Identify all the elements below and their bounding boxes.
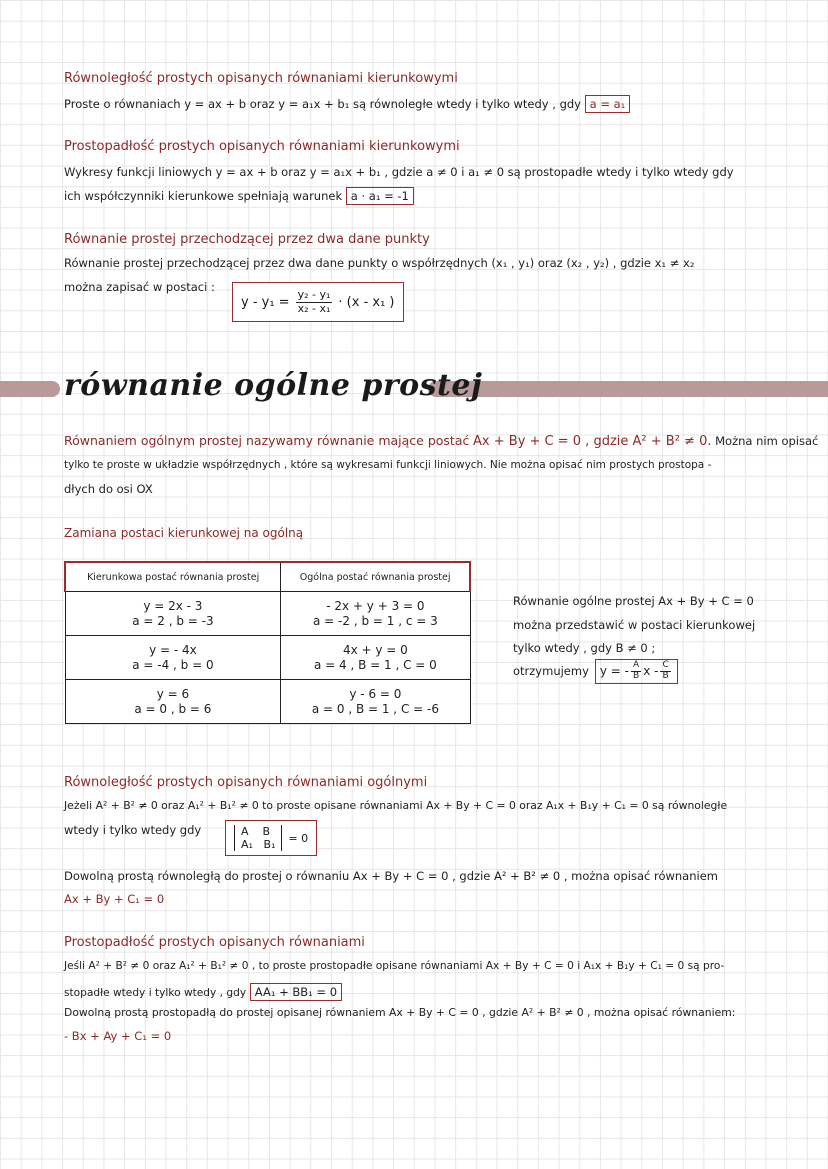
section-title-perpendicular-general: Prostopadłość prostych opisanych równaniami xyxy=(64,935,365,950)
slope-form-cell xyxy=(65,636,281,680)
conversion-note-line2: można przedstawić w postaci kierunkowej xyxy=(513,618,756,632)
result-fraction-a-den: B xyxy=(633,670,640,681)
general-form-equation: 4x + y = 0 xyxy=(342,642,408,657)
header-general-form: Ogólna postać równania prostej xyxy=(281,562,470,592)
parallel-general-line3: Dowolną prostą równoległą do prostej o równaniu Ax + By + C = 0 , gdzie A² + B² ≠ 0 , można opisać równaniem xyxy=(64,869,718,883)
det-equals: = 0 xyxy=(288,831,309,845)
two-points-numerator: y₂ - y₁ xyxy=(297,288,331,302)
slope-form-equation: y = - 4x xyxy=(149,642,197,657)
two-points-lhs: y - y₁ = xyxy=(241,294,290,310)
perpendicular-general-result: - Bx + Ay + C₁ = 0 xyxy=(64,1029,172,1043)
general-form-cell xyxy=(281,636,470,680)
slope-form-equation: y = 2x - 3 xyxy=(143,598,203,613)
banner-bar-left xyxy=(0,381,60,397)
banner-bar-right xyxy=(428,381,828,397)
perpendicular-general-condition-box: AA₁ + BB₁ = 0 xyxy=(250,983,342,1001)
conversion-note-result-label: otrzymujemy xyxy=(513,664,589,679)
section-title-perpendicular-slope: Prostopadłość prostych opisanych równaniami kierunkowymi xyxy=(64,139,460,154)
det-b1: B₁ xyxy=(263,838,276,851)
two-points-formula-box xyxy=(232,282,404,322)
table-row xyxy=(65,636,470,680)
table-row xyxy=(65,680,470,724)
two-points-line2: można zapisać w postaci : xyxy=(64,280,215,294)
parallel-general-line2: wtedy i tylko wtedy gdy xyxy=(64,823,202,837)
conversion-table-header xyxy=(65,562,470,592)
result-lhs: y = - xyxy=(599,664,630,679)
result-mid: x - xyxy=(643,664,659,679)
intro-line1-end: Można nim opisać xyxy=(715,434,819,448)
perpendicular-slope-sentence: ich współczynniki kierunkowe spełniają warunek xyxy=(64,189,343,203)
perpendicular-slope-condition-box: a · a₁ = -1 xyxy=(346,187,414,205)
parallel-slope-text xyxy=(64,95,630,113)
determinant-box xyxy=(225,820,317,856)
general-form-equation: - 2x + y + 3 = 0 xyxy=(326,598,425,613)
conversion-note-line3: tylko wtedy , gdy B ≠ 0 ; xyxy=(513,641,656,655)
determinant xyxy=(225,820,317,856)
section-title-parallel-slope: Równoległość prostych opisanych równaniami kierunkowymi xyxy=(64,71,458,86)
det-b: B xyxy=(262,825,271,838)
intro-line3: dłych do osi OX xyxy=(64,482,153,496)
general-form-equation: y - 6 = 0 xyxy=(349,686,402,701)
two-points-fraction xyxy=(296,289,333,314)
section-title-two-points: Równanie prostej przechodzącej przez dwa dane punkty xyxy=(64,232,430,247)
general-form-cell xyxy=(281,592,470,636)
slope-form-params: a = -4 , b = 0 xyxy=(132,657,214,672)
intro-definition: Równaniem ogólnym prostej nazywamy równanie mające postać xyxy=(64,433,470,448)
two-points-denominator: x₂ - x₁ xyxy=(297,301,331,315)
banner-title: równanie ogólne prostej xyxy=(64,368,483,403)
perpendicular-general-sentence: stopadłe wtedy i tylko wtedy , gdy xyxy=(64,987,247,999)
slope-form-params: a = 2 , b = -3 xyxy=(132,613,214,628)
slope-form-cell xyxy=(65,592,281,636)
result-fraction-b-num: C xyxy=(662,660,669,670)
header-slope-form: Kierunkowa postać równania prostej xyxy=(65,562,281,592)
two-points-rhs: · (x - x₁ ) xyxy=(338,294,395,310)
det-a: A xyxy=(241,825,249,838)
general-form-params: a = -2 , b = 1 , c = 3 xyxy=(313,613,438,628)
slope-form-cell xyxy=(65,680,281,724)
perpendicular-general-line1: Jeśli A² + B² ≠ 0 oraz A₁² + B₁² ≠ 0 , to proste prostopadłe opisane równaniami Ax + By + C = 0 i A₁x + B₁y + C₁ = 0 są pro- xyxy=(64,960,725,972)
result-fraction-b xyxy=(660,661,670,682)
perpendicular-slope-line1: Wykresy funkcji liniowych y = ax + b oraz y = a₁x + b₁ , gdzie a ≠ 0 i a₁ ≠ 0 są prostopadłe wtedy i tylko wtedy gdy xyxy=(64,165,734,179)
general-form-params: a = 0 , B = 1 , C = -6 xyxy=(311,701,439,716)
table-row xyxy=(65,592,470,636)
perpendicular-slope-line2 xyxy=(64,187,414,205)
intro-line2: tylko te proste w układzie współrzędnych , które są wykresami funkcji liniowych. Nie można opisać nim prostych prostopa - xyxy=(64,459,712,471)
general-form-cell xyxy=(281,680,470,724)
intro-general-form: Ax + By + C = 0 , gdzie A² + B² ≠ 0. xyxy=(473,434,712,449)
result-fraction-a xyxy=(631,661,641,682)
perpendicular-general-line2 xyxy=(64,983,342,1001)
section-title-parallel-general: Równoległość prostych opisanych równaniami ogólnymi xyxy=(64,775,428,790)
det-a1: A₁ xyxy=(241,838,253,851)
result-fraction-a-num: A xyxy=(633,660,640,670)
conversion-table xyxy=(64,561,471,724)
parallel-slope-condition-box: a = a₁ xyxy=(585,95,631,113)
parallel-general-result: Ax + By + C₁ = 0 xyxy=(64,892,165,906)
parallel-general-line1: Jeżeli A² + B² ≠ 0 oraz A₁² + B₁² ≠ 0 to proste opisane równaniami Ax + By + C = 0 oraz A₁x + B₁y + C₁ = 0 są równoległe xyxy=(64,799,728,812)
intro-line1 xyxy=(64,433,818,449)
two-points-line1: Równanie prostej przechodzącej przez dwa dane punkty o współrzędnych (x₁ , y₁) oraz (x₂ , y₂) , gdzie x₁ ≠ x₂ xyxy=(64,256,695,270)
conversion-title: Zamiana postaci kierunkowej na ogólną xyxy=(64,526,304,540)
conversion-result-box xyxy=(595,659,678,684)
slope-form-equation: y = 6 xyxy=(156,686,190,701)
result-fraction-b-den: B xyxy=(662,670,669,681)
parallel-slope-sentence: Proste o równaniach y = ax + b oraz y = a₁x + b₁ są równoległe wtedy i tylko wtedy , gdy xyxy=(64,97,581,111)
perpendicular-general-line3: Dowolną prostą prostopadłą do prostej opisanej równaniem Ax + By + C = 0 , gdzie A² + B² ≠ 0 , można opisać równaniem: xyxy=(64,1006,736,1019)
slope-form-params: a = 0 , b = 6 xyxy=(134,701,212,716)
determinant-matrix xyxy=(234,825,282,851)
general-form-params: a = 4 , B = 1 , C = 0 xyxy=(313,657,437,672)
conversion-note-line4 xyxy=(513,659,678,684)
conversion-note-line1: Równanie ogólne prostej Ax + By + C = 0 xyxy=(513,594,754,608)
